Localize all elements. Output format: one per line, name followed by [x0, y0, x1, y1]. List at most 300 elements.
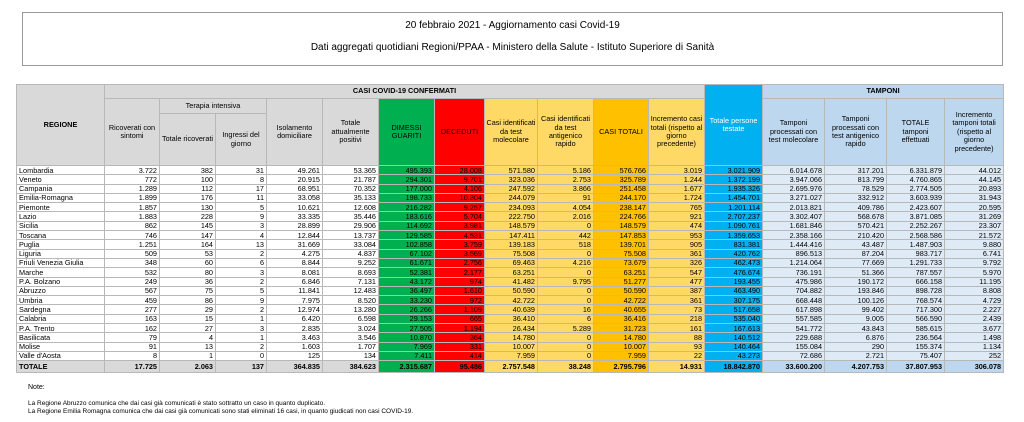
value-cell: 6.331.879 — [887, 166, 945, 175]
value-cell: 147.853 — [594, 231, 649, 240]
value-cell: 0 — [538, 351, 594, 360]
value-cell: 37.807.953 — [887, 361, 945, 373]
value-cell: 6 — [216, 258, 267, 267]
value-cell: 60 — [160, 258, 216, 267]
value-cell: 290 — [825, 342, 887, 351]
value-cell: 7.411 — [379, 351, 435, 360]
value-cell: 4.054 — [538, 203, 594, 212]
value-cell: 161 — [649, 324, 705, 333]
region-cell: Puglia — [17, 240, 105, 249]
notes-title: Note: — [28, 384, 45, 391]
header-ricoverati: Ricoverati con sintomi — [105, 99, 160, 166]
value-cell: 361 — [649, 249, 705, 258]
value-cell: 7.959 — [485, 351, 538, 360]
value-cell: 18.842.870 — [705, 361, 763, 373]
value-cell: 3.302.407 — [763, 212, 825, 221]
value-cell: 459 — [105, 296, 160, 305]
value-cell: 0 — [538, 286, 594, 295]
value-cell: 27 — [160, 324, 216, 333]
value-cell: 40.639 — [485, 305, 538, 314]
value-cell: 75 — [160, 286, 216, 295]
table-row — [17, 333, 1004, 342]
value-cell: 1.487.903 — [887, 240, 945, 249]
region-cell: Marche — [17, 268, 105, 277]
region-cell: Lombardia — [17, 166, 105, 175]
value-cell: 4.106 — [435, 184, 485, 193]
value-cell: 2.013.821 — [763, 203, 825, 212]
value-cell: 38.248 — [538, 361, 594, 373]
value-cell: 49.261 — [267, 166, 323, 175]
value-cell: 137 — [216, 361, 267, 373]
value-cell: 9.792 — [945, 258, 1004, 267]
note-line: La Regione Abruzzo comunica che dai casi già comunicati è stato sottratto un caso in quanto duplicato. — [28, 400, 326, 407]
value-cell: 210.420 — [825, 231, 887, 240]
value-cell: 28.008 — [435, 166, 485, 175]
value-cell: 167.613 — [705, 324, 763, 333]
value-cell: 3.021.909 — [705, 166, 763, 175]
value-cell: 317.201 — [825, 166, 887, 175]
value-cell: 1.289 — [105, 184, 160, 193]
value-cell: 665 — [435, 314, 485, 323]
value-cell: 3.947.066 — [763, 175, 825, 184]
value-cell: 139.183 — [485, 240, 538, 249]
value-cell: 75.407 — [887, 351, 945, 360]
region-cell: Valle d'Aosta — [17, 351, 105, 360]
value-cell: 17.725 — [105, 361, 160, 373]
value-cell: 87.204 — [825, 249, 887, 258]
value-cell: 6.420 — [267, 314, 323, 323]
value-cell: 216.282 — [379, 203, 435, 212]
report-title: 20 febbraio 2021 - Aggiornamento casi Covid-19 — [405, 20, 620, 31]
value-cell: 11.195 — [945, 277, 1004, 286]
value-cell: 69.463 — [485, 258, 538, 267]
table-row — [17, 268, 1004, 277]
value-cell: 35.446 — [323, 212, 379, 221]
value-cell: 198.733 — [379, 193, 435, 202]
value-cell: 20.595 — [945, 203, 1004, 212]
value-cell: 224.766 — [594, 212, 649, 221]
value-cell: 12.974 — [267, 305, 323, 314]
value-cell: 5.186 — [538, 166, 594, 175]
value-cell: 0 — [538, 296, 594, 305]
value-cell: 1.677 — [649, 184, 705, 193]
value-cell: 2 — [216, 342, 267, 351]
table-row — [17, 203, 1004, 212]
table-row — [17, 314, 1004, 323]
table-row — [17, 221, 1004, 230]
value-cell: 10.870 — [379, 333, 435, 342]
value-cell: 6.876 — [825, 333, 887, 342]
value-cell: 571.580 — [485, 166, 538, 175]
value-cell: 1.444.416 — [763, 240, 825, 249]
value-cell: 75.508 — [594, 249, 649, 258]
value-cell: 331 — [435, 342, 485, 351]
value-cell: 29.906 — [323, 221, 379, 230]
value-cell: 27.505 — [379, 324, 435, 333]
value-cell: 9 — [216, 296, 267, 305]
value-cell: 177.000 — [379, 184, 435, 193]
value-cell: 1.724 — [649, 193, 705, 202]
value-cell: 252 — [945, 351, 1004, 360]
value-cell: 325.789 — [594, 175, 649, 184]
region-cell: Calabria — [17, 314, 105, 323]
value-cell: 348 — [105, 258, 160, 267]
value-cell: 2.063 — [160, 361, 216, 373]
value-cell: 1.603 — [267, 342, 323, 351]
value-cell: 1.134 — [945, 342, 1004, 351]
value-cell: 78.529 — [825, 184, 887, 193]
value-cell: 36 — [160, 277, 216, 286]
region-cell: Basilicata — [17, 333, 105, 342]
value-cell: 43.172 — [379, 277, 435, 286]
value-cell: 13.280 — [323, 305, 379, 314]
value-cell: 3.546 — [323, 333, 379, 342]
table-row — [17, 351, 1004, 360]
region-cell: P.A. Trento — [17, 324, 105, 333]
value-cell: 4.216 — [538, 258, 594, 267]
value-cell: 91 — [105, 342, 160, 351]
value-cell: 566.590 — [887, 314, 945, 323]
report-subtitle: Dati aggregati quotidiani Regioni/PPAA - Ministero della Salute - Istituto Superiore di Sanità — [310, 42, 715, 53]
value-cell: 9.701 — [435, 175, 485, 184]
value-cell: 409.786 — [825, 203, 887, 212]
value-cell: 1.899 — [105, 193, 160, 202]
value-cell: 717.300 — [887, 305, 945, 314]
value-cell: 244.079 — [485, 193, 538, 202]
region-cell: Sardegna — [17, 305, 105, 314]
value-cell: 148.579 — [594, 221, 649, 230]
value-cell: 898.728 — [887, 286, 945, 295]
header-casi-totali: CASI TOTALI — [594, 99, 649, 166]
value-cell: 33.058 — [267, 193, 323, 202]
value-cell: 567 — [105, 286, 160, 295]
value-cell: 236.564 — [887, 333, 945, 342]
value-cell: 20.915 — [267, 175, 323, 184]
value-cell: 541.772 — [763, 324, 825, 333]
value-cell: 33.230 — [379, 296, 435, 305]
header-ingressi: Ingressi del giorno — [216, 114, 267, 166]
value-cell: 4.531 — [435, 231, 485, 240]
value-cell: 51.277 — [594, 277, 649, 286]
value-cell: 68.951 — [267, 184, 323, 193]
value-cell: 323.036 — [485, 175, 538, 184]
value-cell: 238.147 — [594, 203, 649, 212]
value-cell: 249 — [105, 277, 160, 286]
value-cell: 251.458 — [594, 184, 649, 193]
value-cell: 7.959 — [594, 351, 649, 360]
value-cell: 2.695.976 — [763, 184, 825, 193]
value-cell: 2.756 — [435, 258, 485, 267]
value-cell: 130 — [160, 203, 216, 212]
value-cell: 462.473 — [705, 258, 763, 267]
value-cell: 17 — [216, 184, 267, 193]
value-cell: 2.423.607 — [887, 203, 945, 212]
value-cell: 2.568.586 — [887, 231, 945, 240]
value-cell: 31.943 — [945, 193, 1004, 202]
value-cell: 10.304 — [435, 193, 485, 202]
value-cell: 477 — [649, 277, 705, 286]
value-cell: 80 — [160, 268, 216, 277]
table-row — [17, 258, 1004, 267]
value-cell: 14.780 — [485, 333, 538, 342]
value-cell: 972 — [435, 296, 485, 305]
value-cell: 43.487 — [825, 240, 887, 249]
value-cell: 6.014.678 — [763, 166, 825, 175]
value-cell: 772 — [105, 175, 160, 184]
value-cell: 7.975 — [267, 296, 323, 305]
value-cell: 9.880 — [945, 240, 1004, 249]
value-cell: 147 — [160, 231, 216, 240]
table-row — [17, 342, 1004, 351]
value-cell: 4.207.753 — [825, 361, 887, 373]
value-cell: 52.381 — [379, 268, 435, 277]
value-cell: 5.289 — [538, 324, 594, 333]
value-cell: 294.301 — [379, 175, 435, 184]
region-cell: Campania — [17, 184, 105, 193]
value-cell: 31.269 — [945, 212, 1004, 221]
value-cell: 10.007 — [485, 342, 538, 351]
table-row — [17, 305, 1004, 314]
value-cell: 8.520 — [323, 296, 379, 305]
table-body — [17, 166, 1004, 373]
value-cell: 31.669 — [267, 240, 323, 249]
region-cell: Abruzzo — [17, 286, 105, 295]
value-cell: 148.579 — [485, 221, 538, 230]
value-cell: 387 — [649, 286, 705, 295]
total-row — [17, 361, 1004, 373]
value-cell: 63.251 — [485, 268, 538, 277]
value-cell: 22 — [649, 351, 705, 360]
value-cell: 1.201.114 — [705, 203, 763, 212]
value-cell: 4 — [216, 231, 267, 240]
value-cell: 3.722 — [105, 166, 160, 175]
value-cell: 0 — [538, 342, 594, 351]
value-cell: 247.592 — [485, 184, 538, 193]
header-incremento-casi: Incremento casi totali (rispetto al giorno precedente) — [649, 99, 705, 166]
value-cell: 1.244 — [649, 175, 705, 184]
value-cell: 517.658 — [705, 305, 763, 314]
value-cell: 0 — [538, 221, 594, 230]
value-cell: 12.483 — [323, 286, 379, 295]
value-cell: 2.358.166 — [763, 231, 825, 240]
notes — [28, 384, 413, 416]
value-cell: 11.841 — [267, 286, 323, 295]
value-cell: 63.251 — [594, 268, 649, 277]
value-cell: 10.007 — [594, 342, 649, 351]
value-cell: 16 — [538, 305, 594, 314]
value-cell: 983.717 — [887, 249, 945, 258]
value-cell: 9.257 — [435, 203, 485, 212]
value-cell: 2 — [216, 277, 267, 286]
value-cell: 50.590 — [594, 286, 649, 295]
value-cell: 2.774.505 — [887, 184, 945, 193]
value-cell: 361 — [649, 296, 705, 305]
value-cell: 3 — [216, 268, 267, 277]
header-tamponi-molecolare: Tamponi processati con test molecolare — [763, 99, 825, 166]
value-cell: 21.787 — [323, 175, 379, 184]
table-row — [17, 193, 1004, 202]
region-cell: Emilia-Romagna — [17, 193, 105, 202]
region-cell: Lazio — [17, 212, 105, 221]
header-persone-testate: Totale persone testate — [705, 85, 763, 166]
value-cell: 155.374 — [887, 342, 945, 351]
value-cell: 2.227 — [945, 305, 1004, 314]
value-cell: 73.679 — [594, 258, 649, 267]
value-cell: 3.463 — [267, 333, 323, 342]
value-cell: 1.610 — [435, 286, 485, 295]
value-cell: 3.871.085 — [887, 212, 945, 221]
region-cell: Molise — [17, 342, 105, 351]
value-cell: 3.981 — [435, 221, 485, 230]
value-cell: 9.005 — [825, 314, 887, 323]
value-cell: 4 — [160, 333, 216, 342]
value-cell: 557.585 — [763, 314, 825, 323]
value-cell: 42.722 — [485, 296, 538, 305]
value-cell: 140.464 — [705, 342, 763, 351]
value-cell: 2.757.548 — [485, 361, 538, 373]
table-row — [17, 240, 1004, 249]
value-cell: 518 — [538, 240, 594, 249]
value-cell: 53 — [160, 249, 216, 258]
value-cell: 3.603.939 — [887, 193, 945, 202]
value-cell: 6.598 — [323, 314, 379, 323]
value-cell: 3.677 — [945, 324, 1004, 333]
value-cell: 95.486 — [435, 361, 485, 373]
value-cell: 50.590 — [485, 286, 538, 295]
value-cell: 0 — [216, 351, 267, 360]
value-cell: 813.799 — [825, 175, 887, 184]
value-cell: 112 — [160, 184, 216, 193]
value-cell: 570.421 — [825, 221, 887, 230]
value-cell: 307.175 — [705, 296, 763, 305]
note-line: La Regione Emilia Romagna comunica che dai casi già comunicati sono stati eliminati 16 casi, in quanto giudicati non casi COVID-19. — [28, 408, 414, 415]
value-cell: 8.808 — [945, 286, 1004, 295]
report-header — [22, 12, 1003, 66]
value-cell: 134 — [323, 351, 379, 360]
value-cell: 1.454.701 — [705, 193, 763, 202]
table-row — [17, 277, 1004, 286]
table-row — [17, 324, 1004, 333]
value-cell: 414 — [435, 351, 485, 360]
value-cell: 43.843 — [825, 324, 887, 333]
value-cell: 6.741 — [945, 249, 1004, 258]
value-cell: 6 — [538, 314, 594, 323]
table-row — [17, 212, 1004, 221]
value-cell: 3.019 — [649, 166, 705, 175]
value-cell: 3.866 — [538, 184, 594, 193]
header-deceduti: DECEDUTI — [435, 99, 485, 166]
value-cell: 33.084 — [323, 240, 379, 249]
value-cell: 384.623 — [323, 361, 379, 373]
value-cell: 547 — [649, 268, 705, 277]
value-cell: 77.669 — [825, 258, 887, 267]
value-cell: 474 — [649, 221, 705, 230]
value-cell: 576.766 — [594, 166, 649, 175]
value-cell: 4.760.865 — [887, 175, 945, 184]
region-cell: Liguria — [17, 249, 105, 258]
header-dimessi: DIMESSI GUARITI — [379, 99, 435, 166]
value-cell: 8 — [105, 351, 160, 360]
value-cell: 862 — [105, 221, 160, 230]
value-cell: 29.153 — [379, 314, 435, 323]
header-test-antigenico: Casi identificati da test antigenico rapido — [538, 99, 594, 166]
value-cell: 8.693 — [323, 268, 379, 277]
value-cell: 1 — [160, 351, 216, 360]
value-cell: 4.729 — [945, 296, 1004, 305]
value-cell: 14.780 — [594, 333, 649, 342]
region-cell: Toscana — [17, 231, 105, 240]
region-cell: Sicilia — [17, 221, 105, 230]
value-cell: 163 — [105, 314, 160, 323]
value-cell: 3 — [216, 324, 267, 333]
value-cell: 218 — [649, 314, 705, 323]
value-cell: 12.844 — [267, 231, 323, 240]
value-cell: 420.762 — [705, 249, 763, 258]
value-cell: 36.416 — [594, 314, 649, 323]
value-cell: 736.191 — [763, 268, 825, 277]
value-cell: 13.737 — [323, 231, 379, 240]
value-cell: 6.846 — [267, 277, 323, 286]
value-cell: 277 — [105, 305, 160, 314]
value-cell: 704.882 — [763, 286, 825, 295]
value-cell: 3.024 — [323, 324, 379, 333]
value-cell: 129.585 — [379, 231, 435, 240]
value-cell: 234.093 — [485, 203, 538, 212]
value-cell: 0 — [538, 333, 594, 342]
value-cell: 306.078 — [945, 361, 1004, 373]
value-cell: 155.084 — [763, 342, 825, 351]
value-cell: 1.707 — [323, 342, 379, 351]
value-cell: 476.674 — [705, 268, 763, 277]
value-cell: 1.194 — [435, 324, 485, 333]
value-cell: 20.893 — [945, 184, 1004, 193]
value-cell: 5.970 — [945, 268, 1004, 277]
value-cell: 29 — [160, 305, 216, 314]
region-cell: Friuli Venezia Giulia — [17, 258, 105, 267]
value-cell: 14.931 — [649, 361, 705, 373]
value-cell: 86 — [160, 296, 216, 305]
value-cell: 5 — [216, 286, 267, 295]
value-cell: 326 — [649, 258, 705, 267]
value-cell: 11 — [216, 193, 267, 202]
value-cell: 2.753 — [538, 175, 594, 184]
value-cell: 41.482 — [485, 277, 538, 286]
value-cell: 787.557 — [887, 268, 945, 277]
value-cell: 8 — [216, 175, 267, 184]
value-cell: 382 — [160, 166, 216, 175]
value-cell: 43.273 — [705, 351, 763, 360]
covid-table — [16, 84, 1004, 373]
value-cell: 974 — [435, 277, 485, 286]
value-cell: 475.986 — [763, 277, 825, 286]
value-cell: 3.569 — [435, 249, 485, 258]
value-cell: 666.158 — [887, 277, 945, 286]
value-cell: 2 — [216, 249, 267, 258]
value-cell: 532 — [105, 268, 160, 277]
value-cell: 91 — [538, 193, 594, 202]
value-cell: 13 — [160, 342, 216, 351]
value-cell: 8.844 — [267, 258, 323, 267]
group-casi-confermati: CASI COVID-19 CONFERMATI — [105, 85, 705, 99]
value-cell: 2.795.796 — [594, 361, 649, 373]
value-cell: 193.846 — [825, 286, 887, 295]
value-cell: 3.271.027 — [763, 193, 825, 202]
value-cell: 67.102 — [379, 249, 435, 258]
value-cell: 4.275 — [267, 249, 323, 258]
value-cell: 2.721 — [825, 351, 887, 360]
value-cell: 61.671 — [379, 258, 435, 267]
value-cell: 2.016 — [538, 212, 594, 221]
